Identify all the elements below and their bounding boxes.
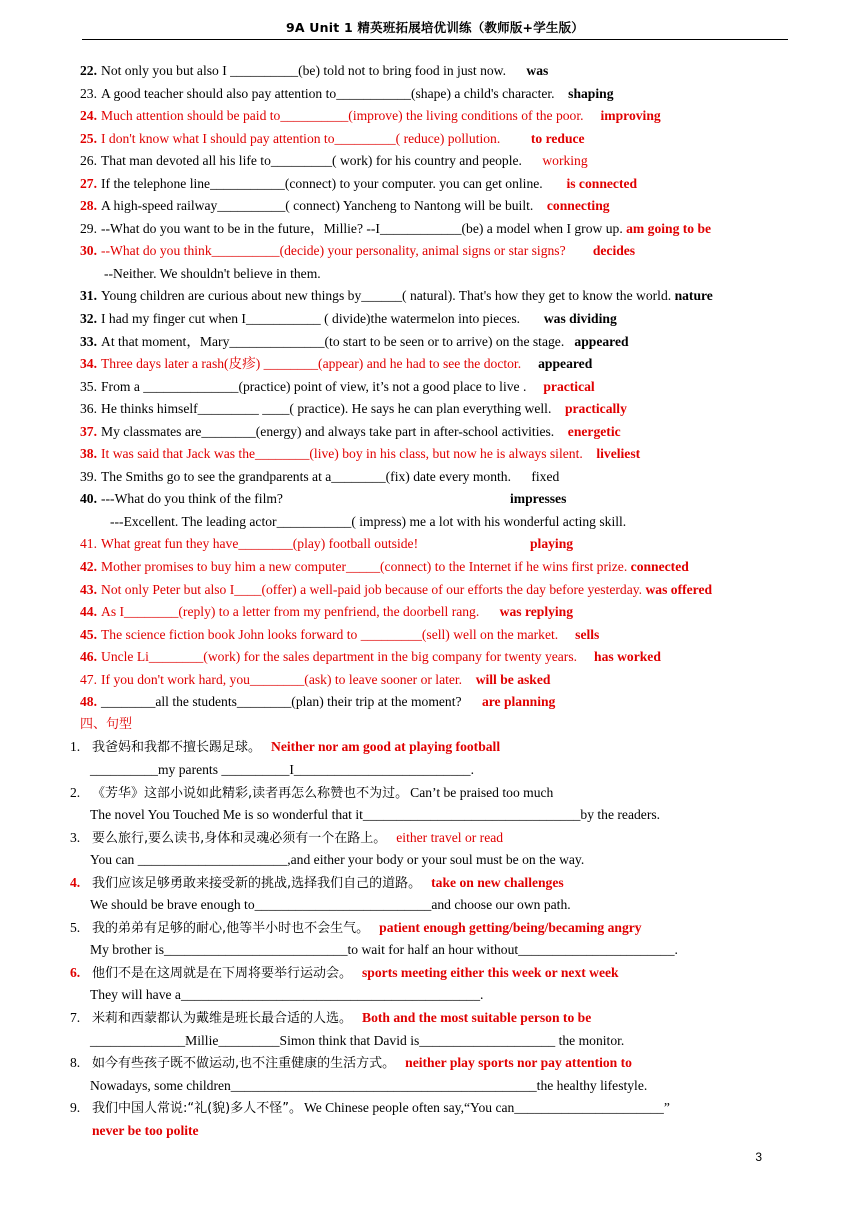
exercise-item: [80, 285, 792, 308]
spacer: [522, 153, 542, 168]
item-number: 24.: [80, 108, 97, 124]
fill-in-group-1: [80, 60, 792, 263]
exercise-item: [80, 195, 792, 218]
page-header: 9A Unit 1 精英班拓展培优训练（教师版+学生版）: [82, 18, 788, 40]
answer: Both and the most suitable person to be: [362, 1009, 592, 1025]
item-text: What great fun they have________(play) football outside!: [101, 536, 419, 552]
spacer: [520, 311, 544, 326]
fill-in-group-3: [80, 533, 792, 713]
section-heading: 四、句型: [80, 716, 133, 732]
item-number: 26.: [80, 153, 97, 169]
item-text: I don't know what I should pay attention to_________( reduce) pollution.: [101, 130, 501, 146]
item-number: 22.: [80, 63, 97, 78]
item-text: Not only Peter but also I____(offer) a well-paid job because of our efforts the day before yesterday.: [101, 581, 643, 597]
answer: neither play sports nor pay attention to: [405, 1055, 632, 1071]
chinese-sentence: 我爸妈和我都不擅长踢足球。: [92, 740, 262, 756]
item-number: 38.: [80, 446, 97, 462]
item-text: As I________(reply) to a letter from my penfriend, the doorbell rang.: [101, 604, 480, 620]
spacer: [584, 108, 601, 123]
answer: energetic: [567, 423, 621, 439]
item-number: 45.: [80, 626, 97, 642]
exercise-item: [80, 646, 792, 669]
translation-item: [70, 736, 792, 759]
exercise-item: [80, 60, 792, 83]
exercise-item: [80, 488, 792, 511]
translation-item: [70, 782, 792, 805]
item-number: 30.: [80, 243, 97, 259]
answer: liveliest: [596, 446, 641, 462]
answer: take on new challenges: [431, 874, 564, 890]
answer: will be asked: [475, 671, 551, 687]
item-text: The science fiction book John looks forward to _________(sell) well on the market.: [101, 626, 559, 642]
answer: either travel or read: [396, 829, 504, 845]
item-text: If the telephone line___________(connect) to your computer. you can get online.: [101, 175, 543, 191]
item-number: 43.: [80, 581, 97, 597]
chinese-sentence: 我的弟弟有足够的耐心,他等半小时也不会生气。: [92, 920, 370, 936]
english-prompt: You can ______________________,and either your body or your soul must be on the way.: [90, 852, 585, 868]
exercise-item: [80, 601, 792, 624]
item-text: Uncle Li________(work) for the sales department in the big company for twenty years.: [101, 649, 578, 665]
answer: Neither nor am good at playing football: [271, 739, 501, 755]
answer: to reduce: [530, 130, 585, 146]
item-text: Not only you but also I __________(be) told not to bring food in just now.: [101, 63, 507, 78]
answer: never be too polite: [92, 1122, 199, 1138]
spacer: [526, 379, 543, 394]
chinese-sentence: 我们应该足够勇敢来接受新的挑战,选择我们自己的道路。: [92, 875, 422, 891]
english-prompt: __________my parents __________I__________________________.: [90, 761, 475, 777]
item-number: 29.: [80, 220, 97, 236]
translation-item: [70, 827, 792, 850]
spacer: [551, 401, 565, 416]
answer: practically: [564, 401, 627, 417]
item-number: 4.: [70, 874, 81, 890]
translation-item: [70, 872, 792, 895]
item-number: 32.: [80, 311, 97, 327]
translation-item: [70, 962, 792, 985]
item-number: 28.: [80, 198, 97, 214]
exercise-item: [80, 83, 792, 106]
chinese-sentence: 他们不是在这周就是在下周将要举行运动会。: [92, 965, 353, 981]
answer: patient enough getting/being/becaming angry: [379, 919, 642, 935]
spacer: [554, 424, 568, 439]
item-number: 9.: [70, 1100, 81, 1116]
item-number: 44.: [80, 604, 97, 620]
item-number: 46.: [80, 649, 97, 665]
exercise-item: [80, 669, 792, 692]
answer: shaping: [568, 85, 614, 101]
translation-item: [70, 1097, 792, 1120]
item-number: 8.: [70, 1055, 81, 1071]
item-number: 36.: [80, 401, 97, 417]
translation-group: [70, 736, 792, 1119]
spacer: [566, 243, 593, 258]
spacer: [577, 649, 594, 664]
translation-item: [70, 1052, 792, 1075]
answer: was replying: [499, 604, 574, 620]
item-text: That man devoted all his life to_________( work) for his country and people.: [101, 153, 522, 169]
page-number: 3: [755, 1150, 762, 1164]
spacer: [583, 446, 597, 461]
answer: impresses: [510, 491, 567, 507]
spacer: [558, 627, 575, 642]
item-text: At that moment，Mary______________(to start to be seen or to arrive) on the stage.: [101, 333, 565, 349]
fill-in-group-2: [80, 285, 792, 510]
item-number: 35.: [80, 378, 97, 394]
english-prompt: We should be brave enough to__________________________and choose our own path.: [90, 897, 571, 913]
answer: is connected: [566, 175, 638, 191]
chinese-sentence: 要么旅行,要么读书,身体和灵魂必须有一个在路上。: [92, 830, 387, 846]
english-prompt: ______________Millie_________Simon think that David is____________________ the monitor.: [90, 1032, 625, 1048]
item-40-continuation: ---Excellent. The leading actor___________( impress) me a lot with his wonderful acting skill.: [110, 513, 627, 529]
exercise-item: [80, 466, 792, 489]
item-number: 33.: [80, 333, 97, 349]
item-text: The Smiths go to see the grandparents at a________(fix) date every month.: [101, 468, 511, 484]
english-prompt: We Chinese people often say,“You can______________________”: [304, 1100, 670, 1116]
english-prompt: They will have a____________________________________________.: [90, 987, 484, 1003]
item-text: If you don't work hard, you________(ask) to leave sooner or later.: [101, 671, 463, 687]
answer: has worked: [594, 649, 661, 665]
answer: nature: [674, 288, 713, 304]
answer: am going to be: [626, 220, 712, 236]
item-text: Three days later a rash(皮疹) ________(appear) and he had to see the doctor.: [101, 356, 522, 372]
item-number: 27.: [80, 175, 97, 191]
item-text: ---What do you think of the film?: [101, 491, 283, 507]
answer: Can’t be praised too much: [410, 784, 554, 800]
item-number: 31.: [80, 288, 97, 304]
exercise-item: [80, 691, 792, 714]
item-text: A good teacher should also pay attention to___________(shape) a child's character.: [101, 85, 555, 101]
answer: practical: [543, 378, 595, 394]
item-text: Young children are curious about new things by______( natural). That's how they get to know the world.: [101, 288, 672, 304]
exercise-item: [80, 240, 792, 263]
spacer: [521, 356, 538, 371]
translation-item: [70, 917, 792, 940]
item-number: 6.: [70, 964, 81, 980]
answer: connecting: [546, 198, 610, 214]
item-number: 48.: [80, 694, 97, 710]
item-text: It was said that Jack was the________(live) boy in his class, but now he is always silent.: [101, 446, 583, 462]
answer: connected: [630, 559, 689, 575]
exercise-item: [80, 624, 792, 647]
answer: playing: [530, 536, 574, 552]
item-number: 37.: [80, 423, 97, 439]
translation-9-answer: [80, 1120, 792, 1143]
spacer: [506, 63, 526, 78]
item-text: He thinks himself_________ ____( practice). He says he can plan everything well.: [101, 401, 552, 417]
chinese-sentence: 米莉和西蒙都认为戴维是班长最合适的人选。: [92, 1010, 353, 1026]
item-text: My classmates are________(energy) and always take part in after-school activities.: [101, 423, 555, 439]
answer: sells: [575, 626, 600, 642]
answer: was: [526, 63, 549, 78]
answer: sports meeting either this week or next week: [362, 964, 619, 980]
spacer: [462, 672, 476, 687]
answer: appeared: [574, 333, 629, 349]
answer: improving: [600, 108, 661, 124]
english-prompt: The novel You Touched Me is so wonderful that it________________________________by the readers.: [90, 807, 661, 823]
item-text: ________all the students________(plan) their trip at the moment?: [101, 694, 462, 710]
answer: working: [542, 153, 588, 169]
exercise-content: [70, 60, 792, 1142]
exercise-item: [80, 173, 792, 196]
item-number: 2.: [70, 784, 81, 800]
exercise-item: [80, 533, 792, 556]
answer: fixed: [531, 468, 560, 484]
item-number: 7.: [70, 1009, 81, 1025]
item-text: I had my finger cut when I___________ ( divide)the watermelon into pieces.: [101, 311, 521, 327]
chinese-sentence: 《芳华》这部小说如此精彩,读者再怎么称赞也不为过。: [92, 785, 409, 801]
spacer: [555, 86, 569, 101]
item-text: A high-speed railway__________( connect) Yancheng to Nantong will be built.: [101, 198, 534, 214]
exercise-item: [80, 105, 792, 128]
exercise-item: [80, 128, 792, 151]
exercise-item: [80, 150, 792, 173]
exercise-item: [80, 556, 792, 579]
translation-item: [70, 1007, 792, 1030]
answer: are planning: [481, 694, 556, 710]
item-number: 40.: [80, 491, 97, 507]
item-text: --What do you want to be in the future，Millie? --I____________(be) a model when I grow up.: [101, 220, 623, 236]
item-number: 23.: [80, 85, 97, 101]
exercise-item: [80, 331, 792, 354]
spacer: [500, 131, 531, 146]
item-text: Much attention should be paid to__________(improve) the living conditions of the poor.: [101, 108, 584, 124]
chinese-sentence: 如今有些孩子既不做运动,也不注重健康的生活方式。: [92, 1056, 396, 1072]
answer: appeared: [538, 356, 593, 372]
english-prompt: My brother is___________________________to wait for half an hour without_______________________.: [90, 942, 678, 958]
item-number: 3.: [70, 829, 81, 845]
chinese-sentence: 我们中国人常说:“礼(貌)多人不怪”。: [92, 1101, 302, 1117]
item-number: 47.: [80, 671, 97, 687]
answer: was offered: [645, 581, 713, 597]
item-number: 39.: [80, 468, 97, 484]
english-prompt: Nowadays, some children_____________________________________________the healthy lifestyle.: [90, 1077, 648, 1093]
item-text: --What do you think__________(decide) your personality, animal signs or star signs?: [101, 243, 566, 259]
exercise-item: [80, 353, 792, 376]
spacer: [462, 694, 482, 709]
item-30-continuation: --Neither. We shouldn't believe in them.: [104, 265, 321, 281]
spacer: [479, 604, 499, 619]
item-number: 34.: [80, 356, 97, 372]
item-number: 5.: [70, 919, 81, 935]
exercise-item: [80, 579, 792, 602]
spacer: [533, 198, 547, 213]
spacer: [543, 176, 567, 191]
exercise-item: [80, 421, 792, 444]
spacer: [564, 334, 574, 349]
exercise-item: [80, 443, 792, 466]
item-number: 42.: [80, 559, 97, 575]
answer: was dividing: [543, 311, 617, 327]
exercise-item: [80, 308, 792, 331]
exercise-item: [80, 398, 792, 421]
item-number: 41.: [80, 536, 97, 552]
exercise-item: [80, 218, 792, 241]
answer: decides: [592, 243, 636, 259]
spacer: [511, 469, 531, 484]
exercise-item: [80, 376, 792, 399]
item-number: 1.: [70, 739, 81, 755]
item-number: 25.: [80, 130, 97, 146]
item-text: Mother promises to buy him a new computer_____(connect) to the Internet if he wins first prize.: [101, 559, 628, 575]
item-text: From a ______________(practice) point of view, it’s not a good place to live .: [101, 378, 527, 394]
